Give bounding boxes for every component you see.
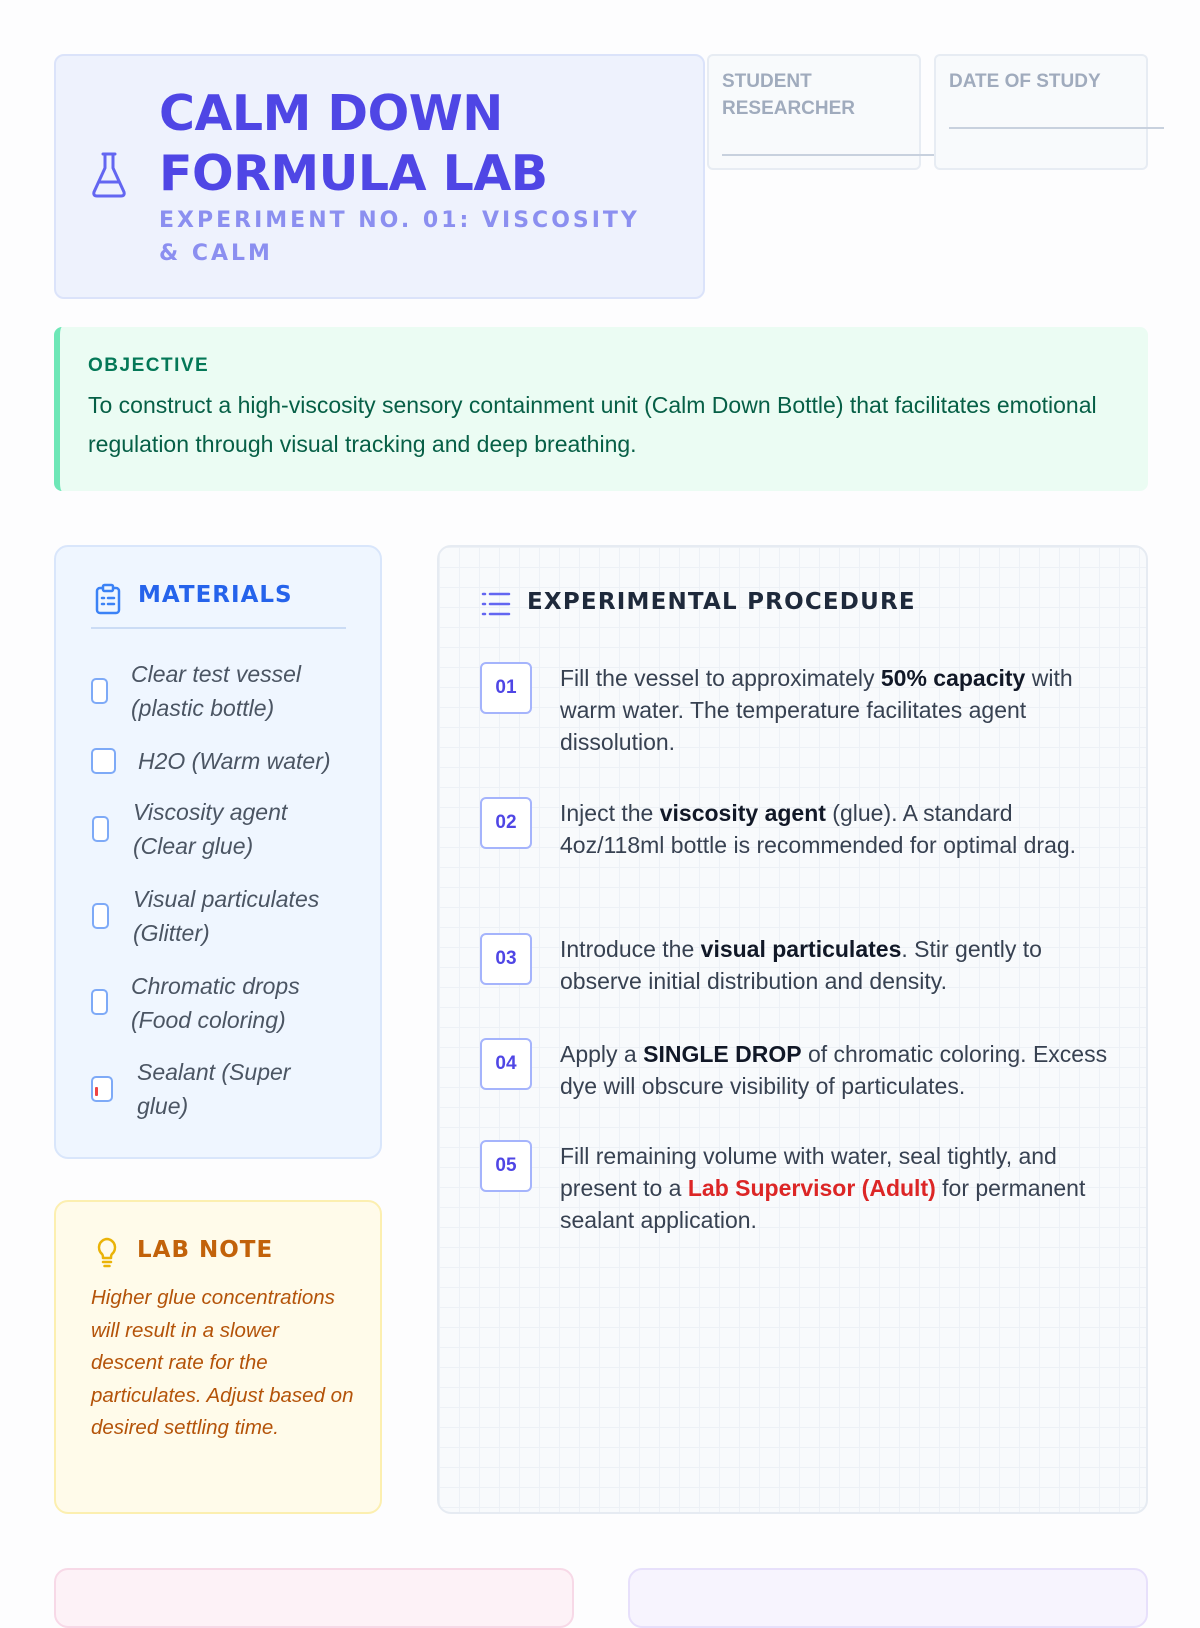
date-of-study-label: DATE OF STUDY — [949, 71, 1101, 92]
material-checkbox[interactable] — [92, 903, 109, 929]
material-item: Chromatic drops (Food coloring) — [131, 973, 300, 1033]
student-researcher-field[interactable] — [722, 154, 937, 156]
materials-title: MATERIALS — [138, 582, 293, 608]
lab-note-title: LAB NOTE — [137, 1237, 274, 1263]
student-researcher-label: STUDENT RESEARCHER — [722, 71, 856, 119]
procedure-title: EXPERIMENTAL PROCEDURE — [527, 589, 916, 615]
procedure-step: Fill the vessel to approximately 50% capacity with warm water. The temperature facilitates agent dissolution. — [560, 665, 1073, 755]
step-number-badge: 03 — [480, 933, 532, 985]
page-title: CALM DOWN FORMULA LAB — [159, 85, 548, 202]
bottom-card-right — [628, 1568, 1148, 1628]
material-item: Clear test vessel (plastic bottle) — [131, 661, 302, 721]
objective-text: To construct a high-viscosity sensory containment unit (Calm Down Bottle) that facilitates emotional regulation through visual tracking and deep breathing. — [88, 392, 1097, 457]
objective-label: OBJECTIVE — [88, 355, 210, 376]
experiment-subtitle: EXPERIMENT NO. 01: VISCOSITY & CALM — [159, 208, 640, 266]
material-item: Viscosity agent (Clear glue) — [133, 799, 288, 859]
step-number-badge: 04 — [480, 1038, 532, 1090]
material-checkbox[interactable] — [91, 748, 116, 774]
material-checkbox[interactable] — [92, 816, 109, 842]
materials-divider — [91, 627, 346, 629]
list-icon — [481, 591, 511, 617]
material-checkbox[interactable] — [91, 678, 108, 704]
material-item: H2O (Warm water) — [138, 748, 331, 774]
clipboard-icon — [94, 583, 122, 615]
step-number-badge: 05 — [480, 1140, 532, 1192]
warning-marker-icon — [95, 1087, 98, 1096]
procedure-step: Apply a SINGLE DROP of chromatic coloring. Excess dye will obscure visibility of particulates. — [560, 1041, 1108, 1099]
material-item: Sealant (Super glue) — [137, 1059, 291, 1119]
material-checkbox[interactable] — [91, 989, 108, 1015]
material-item: Visual particulates (Glitter) — [133, 886, 320, 946]
lab-note-text: Higher glue concentrations will result in a slower descent rate for the particulates. Adjust based on desired settling time. — [91, 1286, 354, 1439]
bottom-card-left — [54, 1568, 574, 1628]
date-of-study-field[interactable] — [949, 127, 1164, 129]
flask-icon — [89, 150, 129, 200]
step-number-badge: 02 — [480, 797, 532, 849]
lightbulb-icon — [94, 1236, 120, 1270]
procedure-step: Introduce the visual particulates. Stir gently to observe initial distribution and density. — [560, 936, 1042, 994]
procedure-step: Inject the viscosity agent (glue). A standard 4oz/118ml bottle is recommended for optimal drag. — [560, 800, 1077, 858]
procedure-step: Fill remaining volume with water, seal tightly, and present to a Lab Supervisor (Adult) for permanent sealant application. — [560, 1143, 1086, 1233]
step-number-badge: 01 — [480, 662, 532, 714]
material-checkbox[interactable] — [91, 1076, 113, 1102]
